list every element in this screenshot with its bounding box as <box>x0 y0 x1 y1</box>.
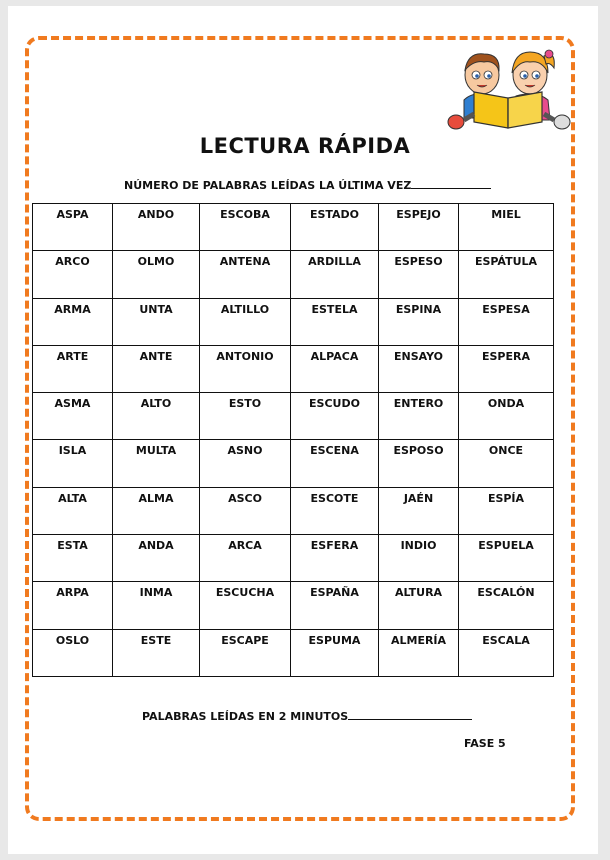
word-cell: ESCAPE <box>200 629 291 676</box>
table-row <box>33 298 554 345</box>
word-cell: ALTO <box>113 393 200 440</box>
word-cell: ESPINA <box>379 298 459 345</box>
word-cell: UNTA <box>113 298 200 345</box>
word-cell: MULTA <box>113 440 200 487</box>
table-row <box>33 345 554 392</box>
word-cell: ENSAYO <box>379 345 459 392</box>
table-row <box>33 487 554 534</box>
word-cell: OSLO <box>33 629 113 676</box>
word-cell: ESFERA <box>291 535 379 582</box>
word-cell: ARMA <box>33 298 113 345</box>
word-cell: ASNO <box>200 440 291 487</box>
word-cell: ESPEJO <box>379 204 459 251</box>
table-row <box>33 393 554 440</box>
last-time-blank[interactable] <box>411 178 491 189</box>
word-cell: ESPESA <box>459 298 554 345</box>
word-cell: ESTADO <box>291 204 379 251</box>
word-cell: ARCO <box>33 251 113 298</box>
word-cell: ESCENA <box>291 440 379 487</box>
word-cell: ESPERA <box>459 345 554 392</box>
word-cell: ESPUELA <box>459 535 554 582</box>
word-cell: ESCUCHA <box>200 582 291 629</box>
children-reading-book-icon <box>444 40 572 135</box>
word-cell: ALMERÍA <box>379 629 459 676</box>
word-cell: ESTE <box>113 629 200 676</box>
word-cell: ASPA <box>33 204 113 251</box>
words-read-prompt <box>142 709 472 723</box>
last-time-label: NÚMERO DE PALABRAS LEÍDAS LA ÚLTIMA VEZ <box>124 179 412 192</box>
word-cell: ONCE <box>459 440 554 487</box>
word-cell: MIEL <box>459 204 554 251</box>
word-cell: ESPOSO <box>379 440 459 487</box>
page-title: LECTURA RÁPIDA <box>199 134 411 158</box>
word-cell: ALTURA <box>379 582 459 629</box>
table-row <box>33 535 554 582</box>
word-cell: ESPÁTULA <box>459 251 554 298</box>
word-cell: ALTILLO <box>200 298 291 345</box>
word-cell: ANTONIO <box>200 345 291 392</box>
word-cell: ASCO <box>200 487 291 534</box>
word-cell: ALMA <box>113 487 200 534</box>
word-cell: ESCALA <box>459 629 554 676</box>
word-cell: ARCA <box>200 535 291 582</box>
word-cell: ASMA <box>33 393 113 440</box>
word-cell: ESTA <box>33 535 113 582</box>
word-cell: ARDILLA <box>291 251 379 298</box>
word-cell: INDIO <box>379 535 459 582</box>
word-cell: ESPAÑA <box>291 582 379 629</box>
table-row <box>33 629 554 676</box>
word-cell: ANTE <box>113 345 200 392</box>
last-time-prompt <box>124 178 491 192</box>
word-cell: ESCUDO <box>291 393 379 440</box>
word-cell: ARTE <box>33 345 113 392</box>
word-cell: ESCALÓN <box>459 582 554 629</box>
word-cell: ANDA <box>113 535 200 582</box>
word-cell: ESPUMA <box>291 629 379 676</box>
word-table <box>32 203 554 677</box>
word-cell: ALPACA <box>291 345 379 392</box>
word-cell: ALTA <box>33 487 113 534</box>
word-cell: ONDA <box>459 393 554 440</box>
word-cell: ESCOBA <box>200 204 291 251</box>
phase-label: FASE 5 <box>464 737 506 750</box>
word-cell: ESPÍA <box>459 487 554 534</box>
table-row <box>33 440 554 487</box>
word-cell: INMA <box>113 582 200 629</box>
table-row <box>33 582 554 629</box>
table-row <box>33 251 554 298</box>
word-cell: ANDO <box>113 204 200 251</box>
word-cell: OLMO <box>113 251 200 298</box>
word-cell: ESCOTE <box>291 487 379 534</box>
words-read-blank[interactable] <box>348 709 472 720</box>
table-row <box>33 204 554 251</box>
word-cell: ENTERO <box>379 393 459 440</box>
words-read-label: PALABRAS LEÍDAS EN 2 MINUTOS <box>142 710 349 723</box>
word-cell: ISLA <box>33 440 113 487</box>
word-cell: ARPA <box>33 582 113 629</box>
word-cell: ESTO <box>200 393 291 440</box>
word-cell: ESTELA <box>291 298 379 345</box>
word-cell: ESPESO <box>379 251 459 298</box>
word-cell: ANTENA <box>200 251 291 298</box>
word-cell: JAÉN <box>379 487 459 534</box>
